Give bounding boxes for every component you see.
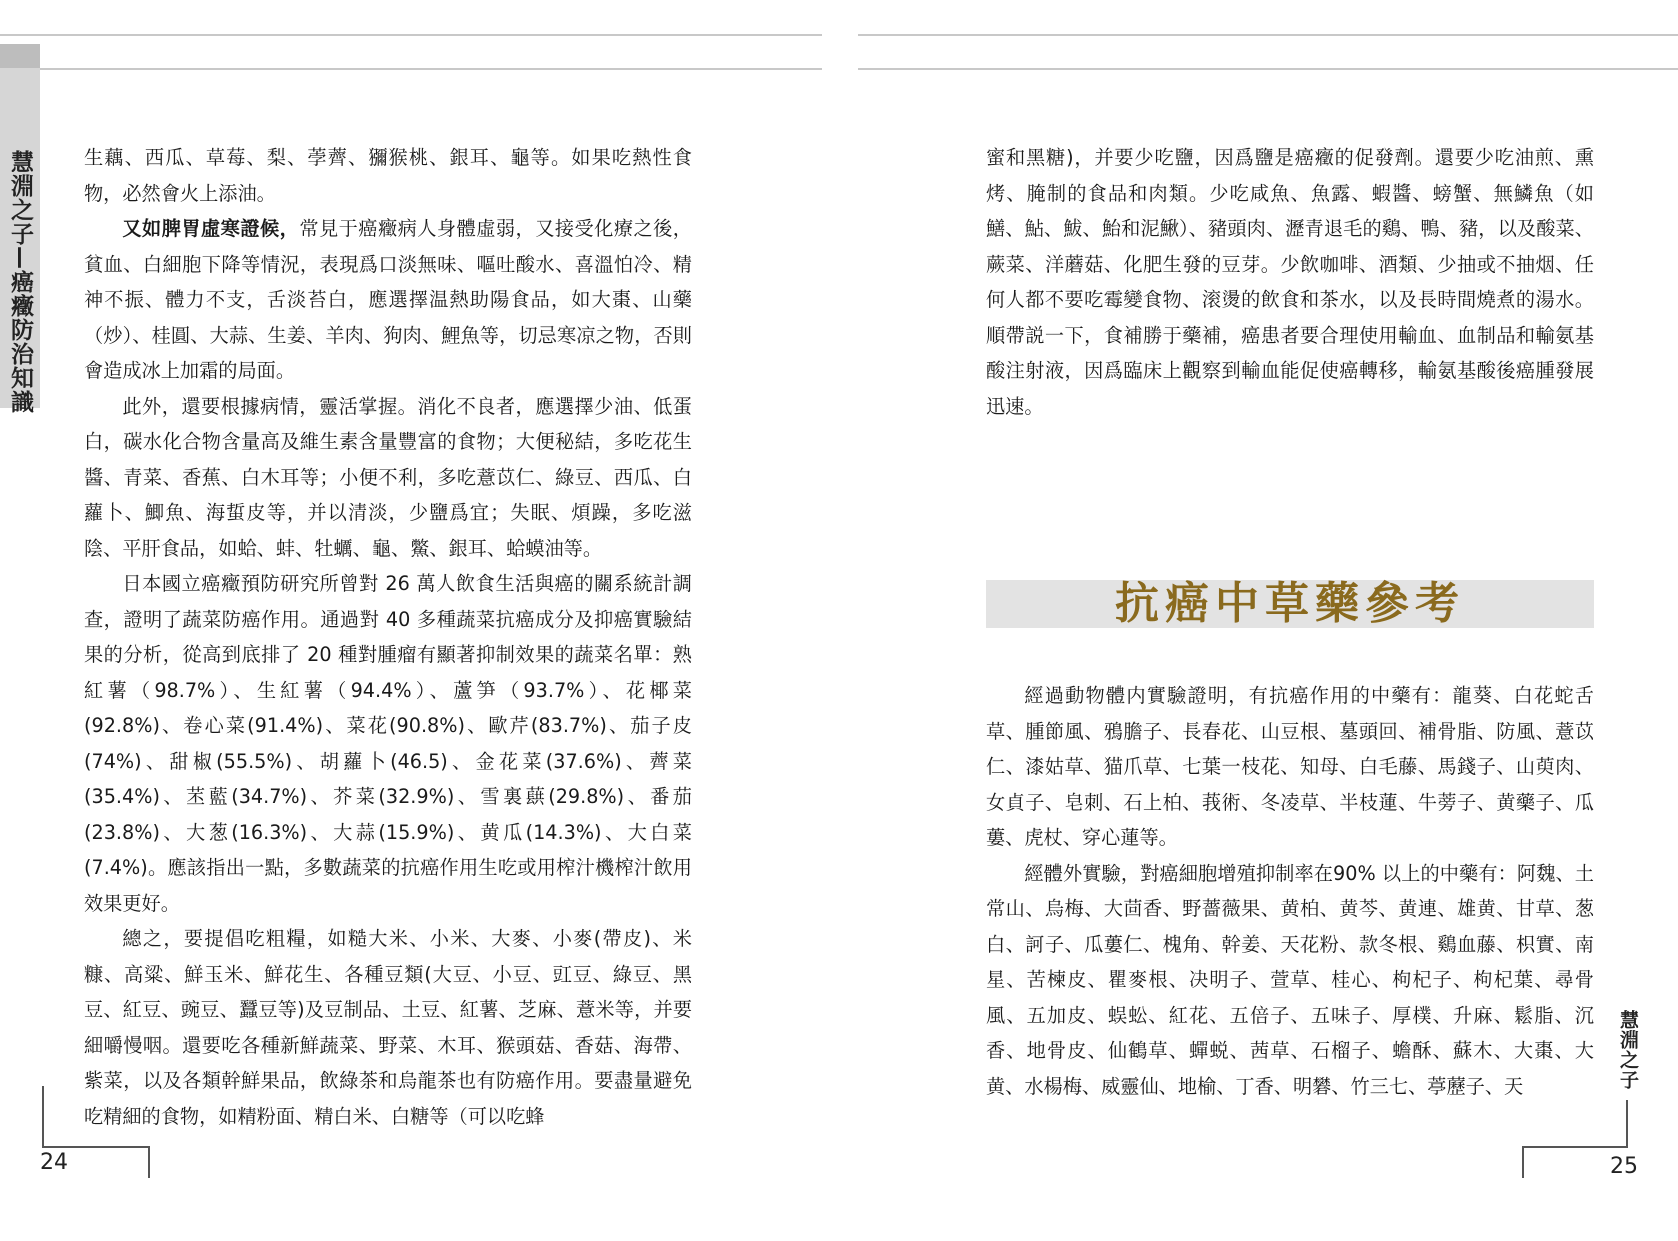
right-page-body-top xyxy=(986,140,1594,424)
header-rule-left-bottom xyxy=(40,68,822,70)
corner-mark-left-v2 xyxy=(148,1146,150,1178)
left-page-body xyxy=(84,140,692,1134)
header-rule-right-top xyxy=(858,34,1678,36)
right-page-body-bottom xyxy=(986,678,1594,1104)
section-title: 抗癌中草藥參考 xyxy=(1115,578,1465,629)
corner-mark-left-v xyxy=(42,1086,44,1148)
corner-mark-right-h xyxy=(1522,1146,1628,1148)
running-title-rule xyxy=(1626,1100,1628,1146)
paragraph: 此外，還要根據病情，靈活掌握。消化不良者，應選擇少油、低蛋白，碳水化合物含量高及維生素含量豐富的食物；大便秘結，多吃花生醬、青菜、香蕉、白木耳等；小便不利，多吃薏苡仁、綠豆、西瓜、白蘿卜、鯽魚、海蜇皮等，并以清淡，少鹽爲宜；失眠、煩躁，多吃滋陰、平肝食品，如蛤、蚌、牡蠣、龜、鱉、銀耳、蛤蟆油等。 xyxy=(84,394,692,560)
header-rule-right-bottom xyxy=(858,68,1678,70)
running-title-left: 慧淵之子—癌癥防治知識 xyxy=(7,150,33,414)
page-number-left: 24 xyxy=(40,1150,68,1175)
paragraph: 經過動物體内實驗證明，有抗癌作用的中藥有：龍葵、白花蛇舌草、腫節風、鴉膽子、長春花、山豆根、墓頭回、補骨脂、防風、薏苡仁、漆姑草、猫爪草、七葉一枝花、知母、白毛藤、馬錢子、山萸肉、女貞子、皂刺、石上柏、莪術、冬凌草、半枝蓮、牛蒡子、黄藥子、瓜蔞、虎杖、穿心蓮等。 xyxy=(986,684,1594,849)
corner-mark-left-h xyxy=(42,1146,150,1148)
side-tab-cap xyxy=(0,44,40,68)
paragraph xyxy=(84,211,692,389)
header-rule-left-top xyxy=(0,34,822,36)
page-number-right: 25 xyxy=(1610,1154,1638,1179)
paragraph: 經體外實驗，對癌細胞增殖抑制率在90% 以上的中藥有：阿魏、土常山、烏梅、大茴香、野薔薇果、黄柏、黄芩、黄連、雄黄、甘草、葱白、訶子、瓜蔞仁、槐角、幹姜、天花粉、款冬根、鷄血藤、枳實、南星、苦楝皮、瞿麥根、决明子、萱草、桂心、枸杞子、枸杞葉、尋骨風、五加皮、蜈蚣、紅花、五倍子、五味子、厚樸、升麻、鬆脂、沉香、地骨皮、仙鶴草、蟬蜕、茜草、石榴子、蟾酥、蘇木、大棗、大黄、水楊梅、威靈仙、地榆、丁香、明礬、竹三七、葶藶子、天 xyxy=(986,861,1594,1098)
paragraph: 總之，要提倡吃粗糧，如糙大米、小米、大麥、小麥(帶皮)、米糠、高粱、鮮玉米、鮮花生、各種豆類(大豆、小豆、豇豆、綠豆、黑豆、紅豆、豌豆、蠶豆等)及豆制品、土豆、紅薯、芝麻、薏米等，并要細嚼慢咽。還要吃各種新鮮蔬菜、野菜、木耳、猴頭菇、香菇、海帶、紫菜，以及各類幹鮮果品，飲綠茶和烏龍茶也有防癌作用。要盡量避免吃精細的食物，如精粉面、精白米、白糖等（可以吃蜂 xyxy=(84,927,692,1128)
corner-mark-right-v xyxy=(1522,1146,1524,1178)
paragraph: 蜜和黑糖)，并要少吃鹽，因爲鹽是癌癥的促發劑。還要少吃油煎、熏烤、腌制的食品和肉類。少吃咸魚、魚露、蝦醬、螃蟹、無鱗魚（如鱔、鮎、鮁、鮐和泥鰍）、豬頭肉、瀝青退毛的鷄、鴨、豬，以及酸菜、蕨菜、洋蘑菇、化肥生發的豆芽。少飲咖啡、酒類、少抽或不抽烟、任何人都不要吃霉變食物、滚燙的飲食和茶水，以及長時間燒煮的湯水。順帶説一下，食補勝于藥補，癌患者要合理使用輸血、血制品和輸氨基酸注射液，因爲臨床上觀察到輸血能促使癌轉移，輸氨基酸後癌腫發展迅速。 xyxy=(986,146,1594,418)
paragraph-text: 常見于癌癥病人身體虛弱，又接受化療之後，貧血、白細胞下降等情況，表現爲口淡無味、嘔吐酸水、喜溫怕冷、精神不振、體力不支，舌淡苔白，應選擇温熱助陽食品，如大棗、山藥（炒）、桂圓、大蒜、生姜、羊肉、狗肉、鯉魚等，切忌寒凉之物，否則會造成冰上加霜的局面。 xyxy=(84,217,692,382)
paragraph: 日本國立癌癥預防研究所曾對 26 萬人飲食生活與癌的關系統計調查，證明了蔬菜防癌作用。通過對 40 多種蔬菜抗癌成分及抑癌實驗結果的分析，從高到底排了 20 種對腫瘤有顯著抑制效果的蔬菜名單：熟紅薯（98.7%）、生紅薯（94.4%）、蘆笋（93.7%）、花椰菜(92.8%)、卷心菜(91.4%)、菜花(90.8%)、歐芹(83.7%)、茄子皮(74%)、甜椒(55.5%)、胡蘿卜(46.5)、金花菜(37.6%)、薺菜(35.4%)、苤藍(34.7%)、芥菜(32.9%)、雪裏蕻(29.8%)、番茄(23.8%)、大葱(16.3%)、大蒜(15.9%)、黄瓜(14.3%)、大白菜(7.4%)。應該指出一點，多數蔬菜的抗癌作用生吃或用榨汁機榨汁飲用效果更好。 xyxy=(84,572,692,915)
bold-lead: 又如脾胃虛寒證候， xyxy=(122,217,300,240)
running-title-right: 慧淵之子 xyxy=(1617,1010,1639,1090)
paragraph: 生藕、西瓜、草莓、梨、荸薺、獼猴桃、銀耳、龜等。如果吃熱性食物，必然會火上添油。 xyxy=(84,146,692,205)
